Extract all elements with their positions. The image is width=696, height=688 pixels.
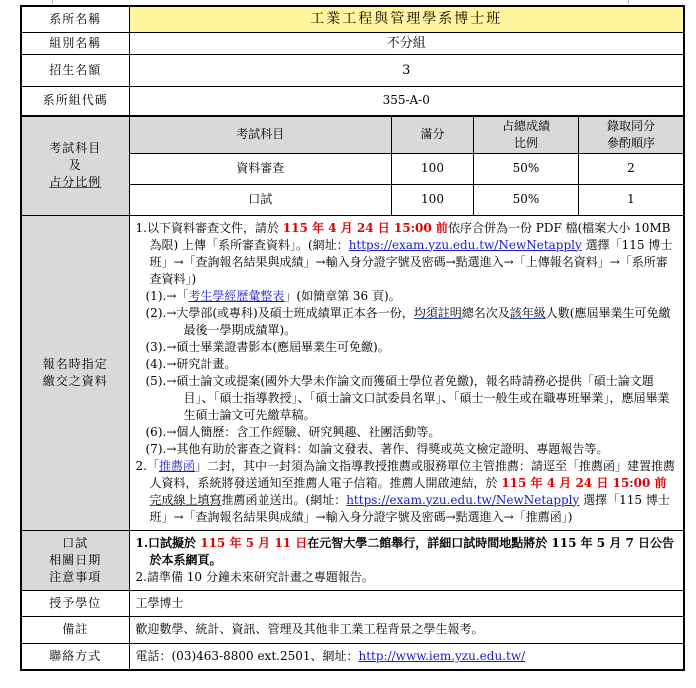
website-link[interactable]: http://www.iem.yzu.edu.tw/ bbox=[358, 648, 526, 663]
document-item: (5).→碩士論文或提案(國外大學未作論文而獲碩士學位者免繳)，報名時請務必提供「碩士論文題目」、「碩士指導教授」、「碩士論文口試委員名單」、「碩士一般生或在職專班畢業」，應屆畢業生碩士論文可先繳草稿。 bbox=[145, 373, 670, 422]
dept-value: 工業工程與管理學系博士班 bbox=[129, 6, 684, 32]
exam-order: 1 bbox=[579, 184, 684, 215]
contact-value bbox=[129, 643, 684, 670]
exam-label-line bbox=[26, 174, 125, 191]
contact-text: 電話：(03)463-8800 ext.2501、網址： bbox=[135, 648, 359, 663]
oral-label-line: 注意事項 bbox=[49, 569, 102, 584]
oral-label-line: 口試 bbox=[62, 535, 89, 550]
header-ratio-line1: 占總成績 bbox=[501, 118, 550, 133]
registration-label-line: 報名時指定 bbox=[42, 356, 108, 371]
oral-item-2: 2.請準備 10 分鐘未來研究計畫之專題報告。 bbox=[135, 569, 374, 584]
exam-label-line: 考試科目 bbox=[49, 141, 102, 156]
document-item: (2).→大學部(或專科)及碩士班成績單正本各一份，均須註明總名次及該年級人數(應屆畢業生可免繳最後一學期成績單)。 bbox=[145, 305, 671, 337]
deadline: 115 年 4 月 24 日 15:00 前 bbox=[501, 475, 667, 490]
registration-item-2: 2.「推薦函」二封，其中一封須為論文指導教授推薦或服務單位主管推薦：請逕至「推薦函」建置推薦人資料，系統將發送通知至推薦人電子信箱。推薦人開啟連結，於 115 年 4 月 24 日 15:00 前完成線上填寫推薦函並送出。(網址：https://exam.yzu.edu.tw/NewNetapply 選擇「115 博士班」→「查詢報名結果與成績」→輸入身分證字號及密碼→點選進入→「推薦函」) bbox=[135, 458, 675, 524]
row-degree bbox=[21, 590, 684, 616]
row-department bbox=[21, 6, 684, 32]
oral-label bbox=[21, 530, 129, 590]
degree-value: 工學博士 bbox=[129, 590, 684, 616]
exam-ratio: 50% bbox=[474, 153, 579, 184]
exam-row bbox=[130, 153, 684, 184]
header-full-score: 滿分 bbox=[392, 117, 474, 153]
oral-item-1: 1.口試擬於 115 年 5 月 11 日在元智大學二館舉行，詳細口試時間地點將於 115 年 5 月 7 日公告於本系網頁。 bbox=[135, 535, 675, 567]
exam-ratio: 50% bbox=[474, 184, 579, 215]
document-item: (3).→碩士畢業證書影本(應屆畢業生可免繳)。 bbox=[145, 339, 390, 354]
oral-content bbox=[129, 530, 684, 590]
registration-label-line: 繳交之資料 bbox=[42, 373, 108, 388]
exam-subject: 口試 bbox=[130, 184, 392, 215]
admission-table bbox=[20, 5, 685, 671]
exam-row bbox=[130, 184, 684, 215]
row-oral bbox=[21, 530, 684, 590]
exam-full-score: 100 bbox=[392, 184, 474, 215]
remarks-label: 備註 bbox=[21, 616, 129, 643]
dept-label: 系所名稱 bbox=[21, 6, 129, 32]
exam-label-line: 及 bbox=[68, 158, 82, 173]
header-order bbox=[579, 117, 684, 153]
document-item: (1).→「考生學經歷彙整表」(如簡章第 36 頁)。 bbox=[145, 288, 401, 303]
header-ratio bbox=[474, 117, 579, 153]
registration-label bbox=[21, 215, 129, 530]
degree-label: 授予學位 bbox=[21, 590, 129, 616]
netapply-link[interactable]: https://exam.yzu.edu.tw/NewNetapply bbox=[346, 492, 580, 507]
row-contact bbox=[21, 643, 684, 670]
exam-label-underlined: 占分比例 bbox=[49, 175, 102, 190]
group-value: 不分組 bbox=[129, 32, 684, 54]
quota-value: 3 bbox=[129, 54, 684, 86]
exam-full-score: 100 bbox=[392, 153, 474, 184]
group-label: 組別名稱 bbox=[21, 32, 129, 54]
quota-label: 招生名額 bbox=[21, 54, 129, 86]
header-subject: 考試科目 bbox=[130, 117, 392, 153]
registration-item-1: 1.以下資料審查文件，請於 115 年 4 月 24 日 15:00 前依序合併為一份 PDF 檔(檔案大小 10MB 為限) 上傳「系所審查資料」。(網址：https://exam.yzu.edu.tw/NewNetapply 選擇「115 博士班」→「查詢報名結果與成績」→輸入身分證字號及密碼→點選進入→「上傳報名資料」→「系所審查資料」) bbox=[135, 220, 673, 286]
document-item: (7).→其他有助於審查之資料：如論文發表、著作、得獎或英文檢定證明、專題報告等。 bbox=[145, 441, 609, 456]
oral-date: 115 年 5 月 11 日 bbox=[200, 535, 308, 550]
recommendation-link[interactable]: 推薦函 bbox=[158, 458, 195, 473]
header-ratio-line2: 比例 bbox=[513, 135, 538, 150]
document-item: (4).→研究計畫。 bbox=[145, 356, 237, 371]
remarks-value: 歡迎數學、統計、資訊、管理及其他非工業工程背景之學生報考。 bbox=[129, 616, 684, 643]
document-item: (6).→個人簡歷：含工作經驗、研究興趣、社團活動等。 bbox=[145, 424, 441, 439]
row-quota bbox=[21, 54, 684, 86]
code-value: 355-A-0 bbox=[129, 86, 684, 116]
code-label: 系所組代碼 bbox=[21, 86, 129, 116]
resume-form-link[interactable]: 考生學經歷彙整表 bbox=[188, 288, 285, 303]
row-registration bbox=[21, 215, 684, 530]
exam-header-row bbox=[130, 117, 684, 153]
exam-order: 2 bbox=[579, 153, 684, 184]
row-code bbox=[21, 86, 684, 116]
page-corner-mark bbox=[52, 0, 53, 4]
contact-label: 聯絡方式 bbox=[21, 643, 129, 670]
registration-content bbox=[129, 215, 684, 530]
row-group bbox=[21, 32, 684, 54]
exam-subject: 資料審查 bbox=[130, 153, 392, 184]
page-corner-mark bbox=[628, 0, 629, 4]
oral-label-line: 相關日期 bbox=[49, 552, 102, 567]
row-exam bbox=[21, 116, 684, 215]
row-remarks bbox=[21, 616, 684, 643]
deadline: 115 年 4 月 24 日 15:00 前 bbox=[282, 220, 448, 235]
header-order-line2: 參酌順序 bbox=[606, 135, 655, 150]
netapply-link[interactable]: https://exam.yzu.edu.tw/NewNetapply bbox=[348, 237, 582, 252]
exam-table-cell bbox=[129, 116, 684, 215]
header-order-line1: 錄取同分 bbox=[606, 118, 655, 133]
exam-subjects-table bbox=[130, 117, 684, 215]
exam-label bbox=[21, 116, 129, 215]
